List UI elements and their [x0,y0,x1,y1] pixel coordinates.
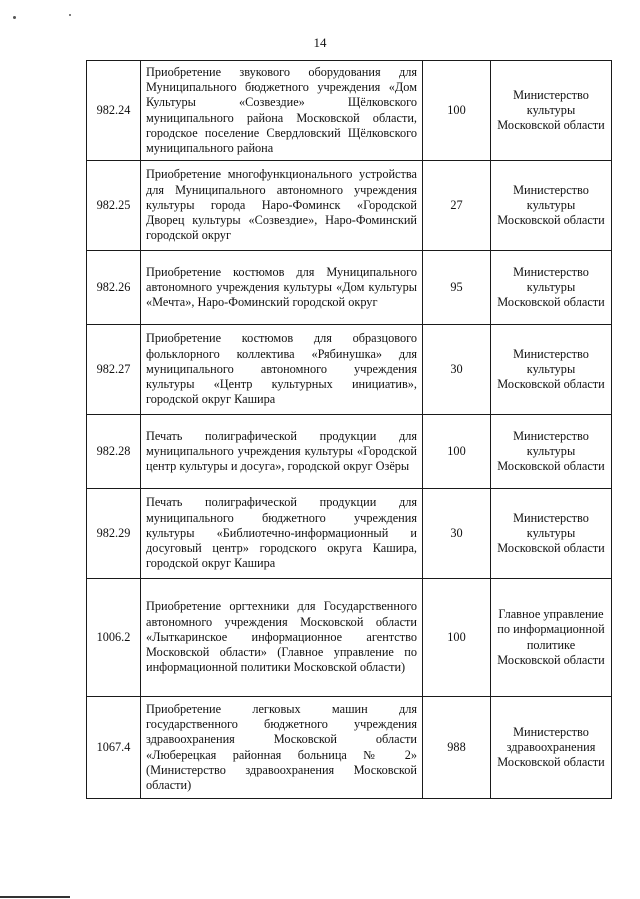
row-description: Приобретение многофункционального устройства для Муниципального автономного учреждения культуры города Наро-Фоминск «Городской Дворец культуры «Созвездие», Наро-Фоминский городской округ [141,161,423,251]
row-description: Приобретение звукового оборудования для Муниципального бюджетного учреждения «Дом Культуры «Созвездие» Щёлковского муниципального района Московской области, городское поселение Свердловский Щёлковского муниципального района [141,61,423,161]
row-description: Приобретение костюмов для Муниципального автономного учреждения культуры «Дом культуры «Мечта», Наро-Фоминский городской округ [141,251,423,325]
scan-speck [13,16,16,19]
row-number: 982.26 [87,251,141,325]
row-number: 1006.2 [87,579,141,697]
scan-edge-mark [0,896,70,898]
table-row [87,61,612,161]
table-row [87,325,612,415]
table-row [87,251,612,325]
row-amount: 100 [423,61,491,161]
row-ministry: Министерство культуры Московской области [491,161,612,251]
row-ministry: Министерство культуры Московской области [491,489,612,579]
row-number: 982.29 [87,489,141,579]
row-number: 982.28 [87,415,141,489]
row-description: Печать полиграфической продукции для муниципального бюджетного учреждения культуры «Библиотечно-информационный и досуговый центр» городского округа Кашира, городской округ Кашира [141,489,423,579]
row-ministry: Главное управление по информационной политике Московской области [491,579,612,697]
scan-speck [69,14,71,16]
row-amount: 30 [423,325,491,415]
row-ministry: Министерство культуры Московской области [491,61,612,161]
row-ministry: Министерство культуры Московской области [491,251,612,325]
row-ministry: Министерство культуры Московской области [491,415,612,489]
row-description: Печать полиграфической продукции для муниципального учреждения культуры «Городской центр культуры и досуга», городской округ Озёры [141,415,423,489]
row-amount: 988 [423,697,491,799]
table-row [87,161,612,251]
row-number: 982.27 [87,325,141,415]
table-row [87,415,612,489]
row-amount: 100 [423,579,491,697]
row-description: Приобретение оргтехники для Государственного автономного учреждения Московской области «Лыткаринское информационное агентство Московской области» (Главное управление по информационной политики Московской области) [141,579,423,697]
table-row [87,579,612,697]
row-ministry: Министерство культуры Московской области [491,325,612,415]
row-amount: 95 [423,251,491,325]
table-row [87,697,612,799]
row-description: Приобретение легковых машин для государственного бюджетного учреждения здравоохранения Московской области «Люберецкая районная больница № 2» (Министерство здравоохранения Московской области) [141,697,423,799]
allocation-table [86,60,612,799]
row-number: 982.25 [87,161,141,251]
page-number: 14 [313,35,327,50]
row-amount: 100 [423,415,491,489]
row-amount: 30 [423,489,491,579]
table-row [87,489,612,579]
row-description: Приобретение костюмов для образцового фольклорного коллектива «Рябинушка» для муниципального автономного учреждения культуры «Центр культурных инициатив», городской округ Кашира [141,325,423,415]
row-number: 982.24 [87,61,141,161]
row-amount: 27 [423,161,491,251]
row-ministry: Министерство здравоохранения Московской области [491,697,612,799]
row-number: 1067.4 [87,697,141,799]
